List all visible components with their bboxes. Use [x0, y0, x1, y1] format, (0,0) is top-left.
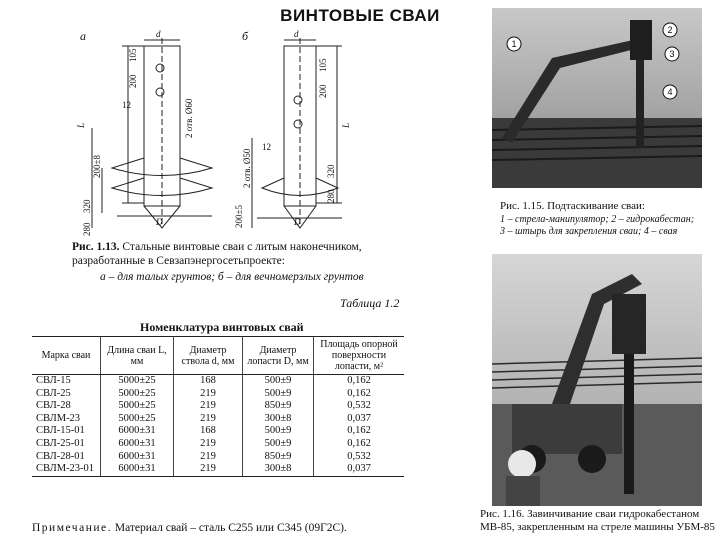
hole-a2	[156, 88, 164, 96]
caption-115-legend-2: 3 – штырь для закрепления сваи; 4 – свая	[500, 226, 678, 237]
pile-drawing	[72, 28, 412, 238]
callout-3: 3	[669, 49, 675, 59]
hole-b2	[294, 120, 302, 128]
caption-113-head: Рис. 1.13.	[72, 241, 120, 253]
photo-116-scene	[492, 254, 702, 506]
cell-blade: 500±9	[243, 388, 314, 401]
cell-blade: 300±8	[243, 413, 314, 426]
cell-blade: 500±9	[243, 375, 314, 388]
table-row	[32, 425, 404, 438]
dim-280-a: 280	[82, 222, 92, 236]
table-row	[32, 413, 404, 426]
page-title: ВИНТОВЫЕ СВАИ	[280, 6, 440, 25]
cell-length: 5000±25	[101, 400, 174, 413]
cell-area: 0,532	[314, 400, 405, 413]
cell-shaft: 219	[174, 413, 243, 426]
cell-area: 0,532	[314, 451, 405, 464]
caption-113-text: Стальные винтовые сваи с литым наконечником, разработанные в Севзапэнергосетьпроекте:	[72, 241, 362, 267]
cell-mark: СВЛ-25-01	[36, 437, 85, 449]
table-label: Таблица 1.2	[340, 296, 400, 310]
caption-115-text: Подтаскивание сваи:	[547, 200, 645, 212]
dim-200-b: 200	[318, 84, 328, 98]
table-row	[32, 463, 404, 476]
dim-D-a: D	[156, 217, 163, 227]
cell-shaft: 219	[174, 438, 243, 451]
label-a: а	[80, 29, 86, 43]
dim-200pm8: 200±8	[92, 155, 102, 178]
cell-shaft: 168	[174, 425, 243, 438]
caption-116-text: Завинчивание сваи гидрокабестаном МВ-85, закрепленным на стреле машины УБМ-85	[480, 508, 715, 533]
cell-blade: 500±9	[243, 425, 314, 438]
dim-d-b: d	[294, 29, 299, 39]
pile	[636, 58, 644, 148]
table-row	[32, 400, 404, 413]
cell-blade: 500±9	[243, 438, 314, 451]
cell-mark: СВЛМ-23-01	[32, 463, 101, 476]
col-blade-diam: Диаметр лопасти D, мм	[243, 337, 314, 375]
cell-length: 6000±31	[101, 425, 174, 438]
callout-4: 4	[667, 87, 673, 97]
col-mark: Марка сваи	[32, 337, 101, 375]
cell-shaft: 219	[174, 451, 243, 464]
cell-blade: 300±8	[243, 463, 314, 476]
table-note	[32, 522, 412, 534]
cell-mark: СВЛ-15-01	[36, 425, 85, 437]
dim-320-b: 320	[326, 164, 336, 178]
caption-115-legend-1: 1 – стрела-манипулятор; 2 – гидрокабестан;	[500, 214, 695, 225]
table-title: Номенклатура винтовых свай	[140, 320, 304, 334]
note-text: Материал свай – сталь С255 или С345 (09Г2С).	[114, 522, 347, 534]
dim-200-a: 200	[128, 74, 138, 88]
table-row	[32, 388, 404, 401]
cell-shaft: 219	[174, 463, 243, 476]
cell-length: 5000±25	[101, 388, 174, 401]
cell-mark: СВЛ-28-01	[36, 450, 85, 462]
cell-length: 5000±25	[101, 413, 174, 426]
figure-113-caption	[72, 240, 402, 268]
nomenclature-table	[32, 336, 404, 477]
col-length: Длина сваи L, мм	[101, 337, 174, 375]
cell-shaft: 219	[174, 400, 243, 413]
cell-area: 0,162	[314, 375, 405, 388]
table-row	[32, 438, 404, 451]
col-area: Площадь опорной поверхности лопасти, м²	[314, 337, 405, 375]
hole-a1	[156, 64, 164, 72]
cell-area: 0,037	[314, 413, 405, 426]
photo-pile-screwing	[492, 254, 702, 506]
cell-area: 0,037	[314, 463, 405, 476]
dim-105-b: 105	[318, 58, 328, 72]
dim-12-b: 12	[262, 142, 271, 152]
callout-2: 2	[667, 25, 673, 35]
caption-115-head: Рис. 1.15.	[500, 200, 545, 212]
dim-105-a: 105	[128, 48, 138, 62]
cell-area: 0,162	[314, 438, 405, 451]
dim-320-a: 320	[82, 199, 92, 213]
photo-pile-dragging	[492, 8, 702, 188]
dim-200pm5: 200±5	[234, 205, 244, 228]
cell-blade: 850±9	[243, 451, 314, 464]
dim-holes-b: 2 отв. Ø50	[242, 148, 252, 188]
hydrocapstan-mv85	[612, 294, 646, 354]
dim-d-a: d	[156, 29, 161, 39]
label-b: б	[242, 29, 249, 43]
worker-body	[506, 476, 540, 506]
dim-L-a: L	[76, 122, 86, 128]
cell-length: 6000±31	[101, 463, 174, 476]
caption-116-head: Рис. 1.16.	[480, 508, 525, 520]
table-row	[32, 451, 404, 464]
cell-length: 6000±31	[101, 451, 174, 464]
col-shaft-diam: Диаметр ствола d, мм	[174, 337, 243, 375]
cell-area: 0,162	[314, 425, 405, 438]
cell-mark: СВЛ-25	[36, 387, 71, 399]
table-header-row	[32, 337, 404, 375]
cell-shaft: 219	[174, 388, 243, 401]
figure-115-caption	[500, 200, 710, 213]
dim-L-b: L	[341, 122, 351, 128]
caption-113-legend: а – для талых грунтов; б – для вечномерзлых грунтов	[100, 271, 364, 283]
worker-helmet	[508, 450, 536, 478]
cell-mark: СВЛ-15	[36, 375, 71, 386]
cell-mark: СВЛМ-23	[36, 412, 81, 424]
callout-1: 1	[511, 39, 517, 49]
note-head: Примечание.	[32, 522, 112, 534]
dim-12-a: 12	[122, 100, 131, 110]
figure-116-caption	[480, 508, 718, 534]
cell-length: 5000±25	[101, 375, 174, 388]
dim-280-b: 280	[326, 189, 336, 203]
cell-length: 6000±31	[101, 438, 174, 451]
hole-b1	[294, 96, 302, 104]
dim-D-b: D	[294, 217, 301, 227]
table-row	[32, 375, 404, 388]
screw-pile	[624, 354, 634, 494]
hydrocapstan	[630, 20, 652, 60]
cell-shaft: 168	[174, 375, 243, 388]
dim-holes-a: 2 отв. Ø60	[184, 98, 194, 138]
cell-area: 0,162	[314, 388, 405, 401]
photo-115-scene	[492, 8, 702, 188]
cell-mark: СВЛ-28	[36, 400, 71, 412]
cell-blade: 850±9	[243, 400, 314, 413]
